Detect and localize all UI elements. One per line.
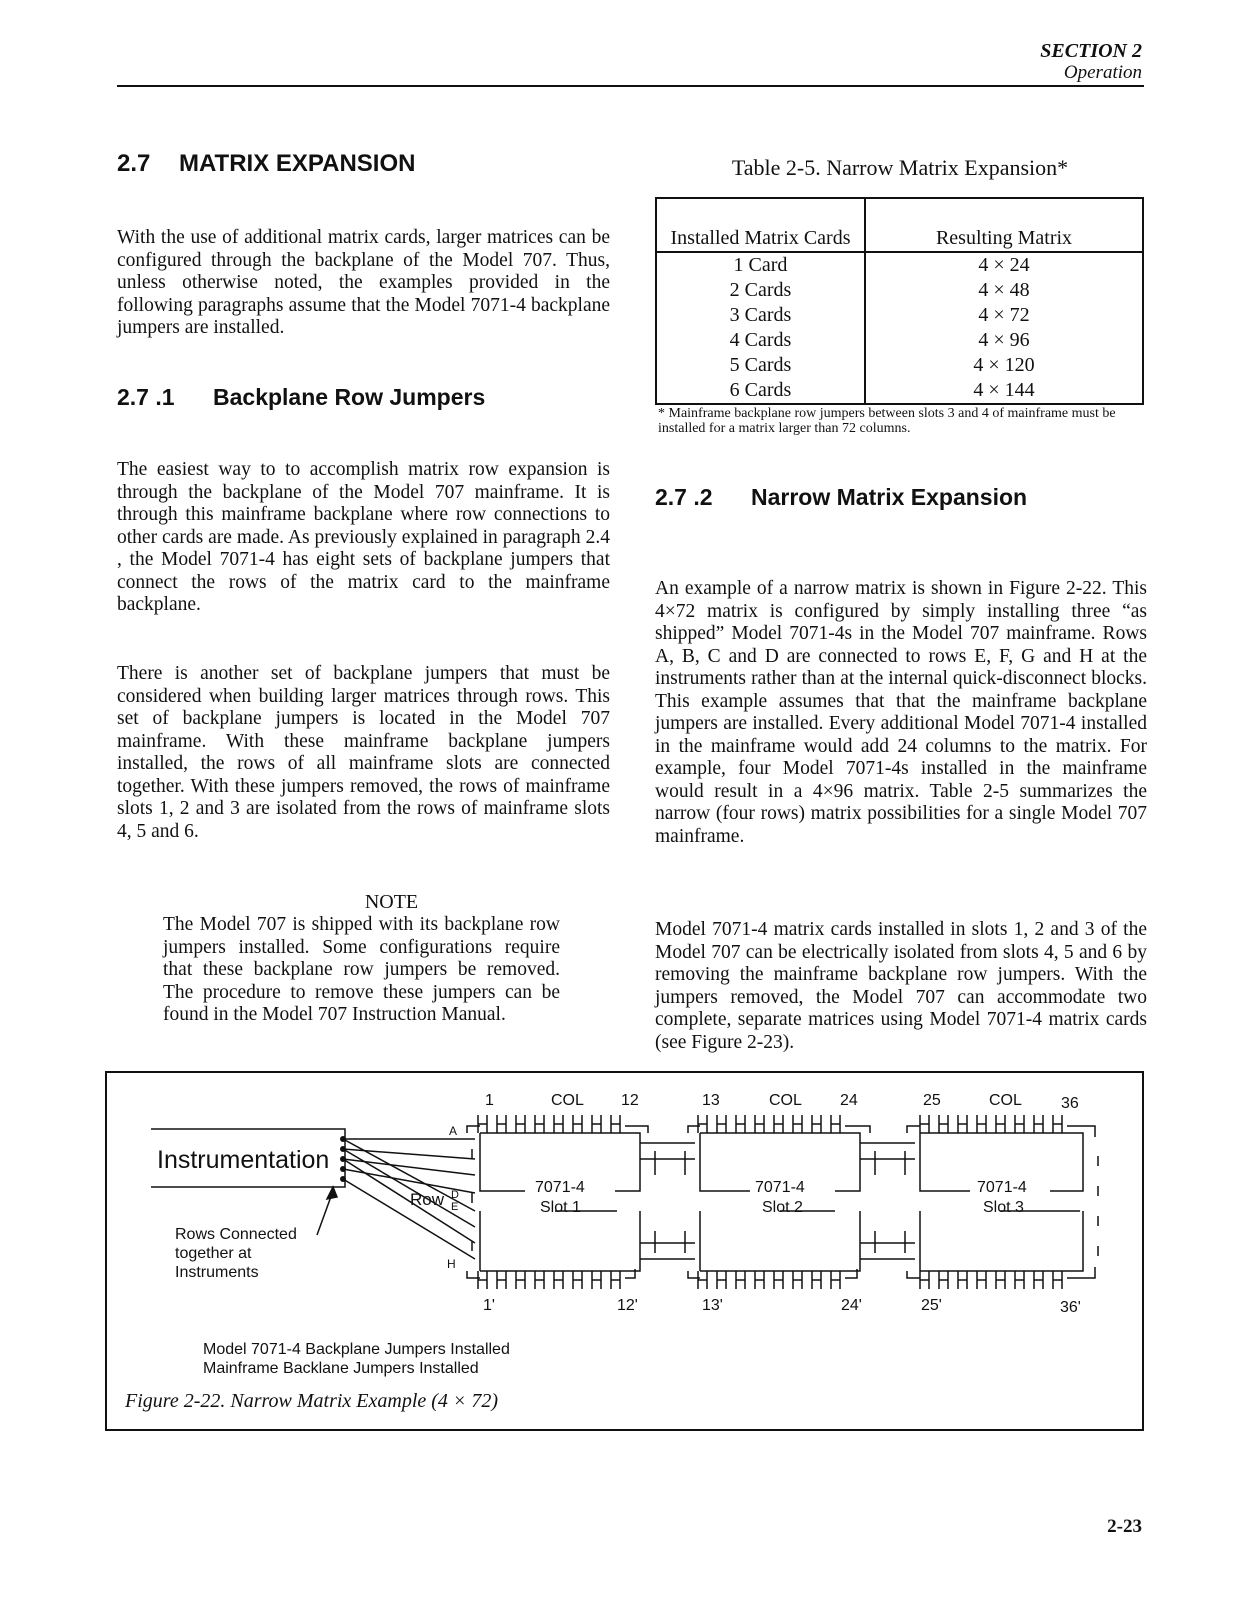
slot-label: Slot 3	[983, 1199, 1024, 1216]
paragraph-isolated-slots: Model 7071-4 matrix cards installed in slots 1, 2 and 3 of the Model 707 can be electrically isolated from slots 4, 5 and 6 by removing the mainframe backplane row jumpers. With the jumpers removed, the Model 707 can accommodate two complete, separate matrices using Model 7071-4 matrix cards (see Figure 2-23).	[655, 919, 1147, 1053]
row-label: Row	[410, 1190, 445, 1209]
paragraph-narrow-matrix: An example of a narrow matrix is shown in Figure 2-22. This 4×72 matrix is configured by simply installing three “as shipped” Model 7071-4s in the Model 707 mainframe. Rows A, B, C and D are connected to rows E, F, G and H at the instruments rather than at the internal quick-disconnect blocks. This example assumes that that the mainframe backplane jumpers are installed. Every additional Model 7071-4 installed in the mainframe would add 24 columns to the matrix. For example, four Model 7071-4s installed in the mainframe would result in a 4×96 matrix. Table 2-5 summarizes the narrow (four rows) matrix possibilities for a single Model 707 mainframe.	[655, 578, 1147, 847]
heading-title: Backplane Row Jumpers	[213, 384, 486, 410]
table-cell: 4 × 48	[865, 278, 1143, 303]
col-start: 1	[485, 1092, 494, 1109]
col-label: COL	[989, 1092, 1022, 1109]
col-label: COL	[551, 1092, 584, 1109]
table-narrow-matrix-expansion	[655, 197, 1144, 405]
slot-label: Slot 2	[762, 1199, 803, 1216]
instrumentation-label: Instrumentation	[157, 1146, 330, 1174]
table-cell: 4 × 96	[865, 328, 1143, 353]
col-start: 25	[923, 1092, 941, 1109]
col-end-bottom: 12'	[617, 1297, 638, 1314]
table-cell: 4 × 120	[865, 353, 1143, 378]
table-cell: 4 × 144	[865, 378, 1143, 404]
table-row	[656, 328, 1143, 353]
heading-2-7	[117, 150, 415, 178]
row-letter-e: E	[451, 1201, 459, 1213]
slot-card-label: 7071-4	[535, 1179, 585, 1196]
row-letter-a: A	[449, 1124, 458, 1138]
col-start-bottom: 1'	[483, 1297, 495, 1314]
card-slot-1	[467, 1115, 695, 1289]
paragraph-mainframe-jumpers: There is another set of backplane jumpers that must be considered when building larger matrices through rows. This set of backplane jumpers is located in the Model 707 mainframe. With these mainframe backplane jumpers installed, the rows of all mainframe slots are connected together. With these jumpers removed, the rows of mainframe slots 1, 2 and 3 are isolated from the rows of mainframe slots 4, 5 and 6.	[117, 663, 610, 842]
heading-number: 2.7 .1	[117, 384, 175, 410]
col-start-bottom: 13'	[702, 1297, 723, 1314]
table-cell: 4 × 72	[865, 303, 1143, 328]
table-header: Installed Matrix Cards	[656, 198, 865, 252]
heading-number: 2.7	[117, 150, 151, 177]
table-row	[656, 303, 1143, 328]
table-cell: 4 Cards	[656, 328, 865, 353]
col-end: 36	[1061, 1095, 1079, 1112]
note-title: NOTE	[364, 891, 419, 913]
narrow-matrix-diagram	[105, 1071, 1144, 1431]
heading-number: 2.7 .2	[655, 484, 713, 510]
table-cell: 6 Cards	[656, 378, 865, 404]
heading-2-7-2	[655, 484, 1027, 511]
col-end-bottom: 36'	[1060, 1299, 1081, 1316]
slot-card-label: 7071-4	[755, 1179, 805, 1196]
col-end: 12	[621, 1092, 639, 1109]
table-cell: 1 Card	[656, 252, 865, 278]
slot-card-label: 7071-4	[977, 1179, 1027, 1196]
heading-title: Narrow Matrix Expansion	[751, 484, 1028, 510]
table-row	[656, 252, 1143, 278]
rows-connected-label: Instruments	[175, 1264, 259, 1281]
table-row	[656, 353, 1143, 378]
heading-2-7-1	[117, 384, 485, 411]
rows-connected-label: together at	[175, 1245, 252, 1262]
col-end-bottom: 24'	[841, 1297, 862, 1314]
figure-note: Model 7071-4 Backplane Jumpers Installed	[203, 1341, 510, 1358]
table-title: Table 2-5. Narrow Matrix Expansion*	[731, 155, 1069, 180]
col-start-bottom: 25'	[921, 1297, 942, 1314]
table-cell: 4 × 24	[865, 252, 1143, 278]
col-end: 24	[840, 1092, 858, 1109]
paragraph-row-expansion: The easiest way to to accomplish matrix row expansion is through the backplane of the Model 707 mainframe. It is through this mainframe backplane where row connections to other cards are made. As previously explained in paragraph 2.4 , the Model 7071-4 has eight sets of backplane jumpers that connect the rows of the matrix card to the mainframe backplane.	[117, 459, 610, 615]
page-number: 2-23	[1107, 1516, 1142, 1537]
col-label: COL	[769, 1092, 802, 1109]
table-row	[656, 378, 1143, 404]
figure-note: Mainframe Backlane Jumpers Installed	[203, 1360, 479, 1377]
table-row	[656, 278, 1143, 303]
row-letter-h: H	[447, 1257, 456, 1271]
rows-connected-label: Rows Connected	[175, 1226, 297, 1243]
heading-title: MATRIX EXPANSION	[179, 150, 416, 177]
slot-label: Slot 1	[540, 1199, 581, 1216]
table-cell: 5 Cards	[656, 353, 865, 378]
table-cell: 3 Cards	[656, 303, 865, 328]
row-letter-d: D	[451, 1189, 459, 1201]
intro-paragraph: With the use of additional matrix cards, larger matrices can be configured through the backplane of the Model 707. Thus, unless otherwise noted, the examples provided in the following paragraphs assume that the Model 7071-4 backplane jumpers are installed.	[117, 227, 610, 338]
table-cell: 2 Cards	[656, 278, 865, 303]
figure-caption: Figure 2-22. Narrow Matrix Example (4 × 72)	[125, 1390, 499, 1412]
section-subtitle: Operation	[1063, 62, 1142, 83]
note-text: The Model 707 is shipped with its backplane row jumpers installed. Some configurations require that these backplane row jumpers be removed. The procedure to remove these jumpers can be found in the Model 707 Instruction Manual.	[163, 914, 560, 1025]
table-header: Resulting Matrix	[865, 198, 1143, 252]
col-start: 13	[702, 1092, 720, 1109]
table-footnote: * Mainframe backplane row jumpers between slots 3 and 4 of mainframe must be installed for a matrix larger than 72 columns.	[658, 406, 1116, 436]
header-rule	[117, 85, 1144, 87]
arrow-head	[327, 1187, 337, 1199]
section-label: SECTION 2	[1040, 40, 1142, 62]
